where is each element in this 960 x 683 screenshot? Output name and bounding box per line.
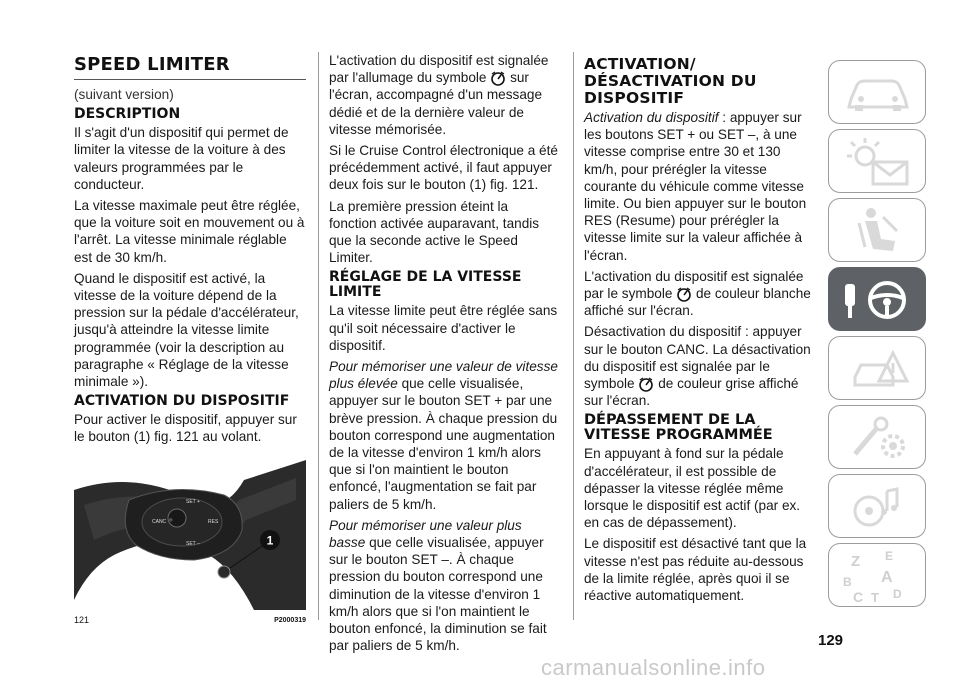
- text: sur l'écran, accompagné d'un message dédié et de la dernière valeur de vitesse mémorisée.: [329, 70, 542, 137]
- paragraph: [584, 323, 816, 409]
- text: de couleur blanche affiché sur l'écran.: [584, 286, 811, 319]
- heading-activation-deactivation: ACTIVATION/ DÉSACTIVATION DU DISPOSITIF: [584, 55, 757, 107]
- paragraph: Pour activer le dispositif, appuyer sur le bouton (1) fig. 121 au volant.: [74, 412, 297, 445]
- button-label: SET –: [186, 540, 200, 547]
- heading-depassement: DÉPASSEMENT DE LA VITESSE PROGRAMMÉE: [584, 412, 773, 444]
- index-letter: D: [893, 587, 902, 601]
- text: que celle visualisée, appuyer sur le bouton SET + par une brève pression. À chaque pression du bouton correspond une augmentation de la vitesse d'environ 1 km/h alors que si l'on maintient le bouton enfoncé, l'augmentation se fait par paliers de 5 km/h.: [329, 376, 558, 512]
- column-divider-right: [573, 52, 574, 620]
- steering-wheel-illustration: [74, 460, 306, 610]
- paragraph: [329, 358, 559, 513]
- paragraph: [329, 52, 559, 138]
- warning-light-message-icon: [829, 130, 926, 193]
- index-letter: A: [881, 569, 893, 586]
- paragraph: Quand le dispositif est activé, la vitesse de la voiture dépend de la pression sur la pédale d'accélérateur, jusqu'à atteindre la vitesse limite programmée (voir la description au paragraphe « Réglage de la vitesse minimale »).: [74, 270, 299, 390]
- index-letter: C: [853, 589, 864, 605]
- index-letter: T: [871, 590, 879, 605]
- italic-lead: Activation du dispositif: [584, 110, 719, 125]
- figure-code: P2000319: [274, 616, 306, 624]
- callout-number: 1: [266, 533, 274, 548]
- watermark: carmanualsonline.info: [541, 655, 766, 680]
- figure-caption: 121: [74, 614, 90, 625]
- heading-reglage: RÉGLAGE DE LA VITESSE LIMITE: [329, 269, 522, 301]
- paragraph: La vitesse limite peut être réglée sans qu'il soit nécessaire d'activer le dispositif.: [329, 303, 558, 353]
- button-label: CANC: [152, 518, 167, 525]
- paragraph: Il s'agit d'un dispositif qui permet de limiter la vitesse de la voiture à des valeurs programmées par le conducteur.: [74, 125, 289, 192]
- index-letter: E: [885, 549, 894, 563]
- italic-lead: Pour mémoriser une valeur de vitesse plus élevée: [329, 359, 558, 392]
- paragraph: En appuyant à fond sur la pédale d'accélérateur, il est possible de dépasser la vitesse réglée même lorsque le dispositif est actif (par ex. en cas de dépassement).: [584, 446, 801, 531]
- warning-triangle-icon: [829, 337, 926, 400]
- button-label: RES: [208, 518, 219, 525]
- button-label: SET +: [186, 498, 200, 505]
- tab-vehicle[interactable]: [828, 60, 926, 124]
- seat-airbag-icon: [829, 199, 926, 262]
- paragraph: [329, 517, 559, 655]
- speed-limiter-icon: [490, 70, 506, 86]
- paragraph: Si le Cruise Control électronique a été précédemment activé, il faut appuyer deux fois sur le bouton (1) fig. 121.: [329, 143, 558, 193]
- maintenance-tools-icon: [829, 406, 926, 469]
- paragraph: La vitesse maximale peut être réglée, que la voiture soit en mouvement ou à l'arrêt. La vitesse minimale réglable est de 30 km/h.: [74, 198, 305, 265]
- svg-text:◎: ◎: [169, 516, 173, 522]
- index-letter: B: [843, 575, 852, 589]
- text: L'activation du dispositif est signalée par l'allumage du symbole: [329, 53, 549, 86]
- key-steering-wheel-icon: [829, 268, 926, 331]
- figure-121: [74, 460, 306, 630]
- column-3: [584, 56, 816, 608]
- italic-lead: Pour mémoriser une valeur plus basse: [329, 517, 522, 551]
- text: L'activation du dispositif est signalée par le symbole: [584, 268, 804, 302]
- speed-limiter-icon: [638, 376, 654, 392]
- index-letter: Z: [851, 553, 861, 570]
- tab-safety[interactable]: [828, 198, 926, 262]
- version-note: (suivant version): [74, 87, 174, 102]
- page-number: 129: [818, 632, 844, 649]
- tab-warning-lights[interactable]: [828, 129, 926, 193]
- heading-description: DESCRIPTION: [74, 106, 181, 123]
- text: que celle visualisée, appuyer sur le bouton SET –. À chaque pression du bouton correspond une diminution de la vitesse d'environ 1 km/h alors que si l'on maintient le bouton enfoncé, la diminution se fait par paliers de 5 km/h.: [329, 535, 547, 654]
- text: de couleur grise affiché sur l'écran.: [584, 376, 799, 409]
- paragraph: [584, 268, 816, 320]
- paragraph: Le dispositif est désactivé tant que la vitesse n'est pas réduite au-dessous de la limite réglée, après quoi il se réactive automatiquement.: [584, 536, 807, 604]
- column-1: [74, 56, 306, 630]
- chapter-tabs: [828, 60, 928, 612]
- tab-index[interactable]: [828, 543, 926, 607]
- paragraph: [584, 109, 816, 264]
- tab-multimedia[interactable]: [828, 474, 926, 538]
- column-2: [329, 52, 559, 659]
- column-divider-left: [318, 52, 319, 620]
- page-title: SPEED LIMITER: [74, 56, 306, 80]
- heading-activation: ACTIVATION DU DISPOSITIF: [74, 393, 290, 410]
- tab-starting-driving[interactable]: [828, 267, 926, 331]
- text: Désactivation du dispositif : appuyer sur le bouton CANC. La désactivation du dispositif est signalée par le symbole: [584, 324, 811, 392]
- index-letters-icon: [829, 544, 926, 607]
- paragraph: La première pression éteint la fonction activée auparavant, tandis que la seconde active le Speed Limiter.: [329, 198, 540, 266]
- tab-maintenance[interactable]: [828, 405, 926, 469]
- text: : appuyer sur les boutons SET + ou SET –, à une vitesse comprise entre 30 et 130 km/h, pour prérégler la vitesse courante du véhicule comme vitesse limite. Ou bien appuyer sur le bouton RES (Resume) pour prérégler la vitesse limite sur la valeur affichée à l'écran.: [584, 110, 807, 263]
- multimedia-icon: [829, 475, 926, 538]
- car-icon: [829, 61, 926, 124]
- tab-emergency[interactable]: [828, 336, 926, 400]
- speed-limiter-icon: [676, 286, 692, 302]
